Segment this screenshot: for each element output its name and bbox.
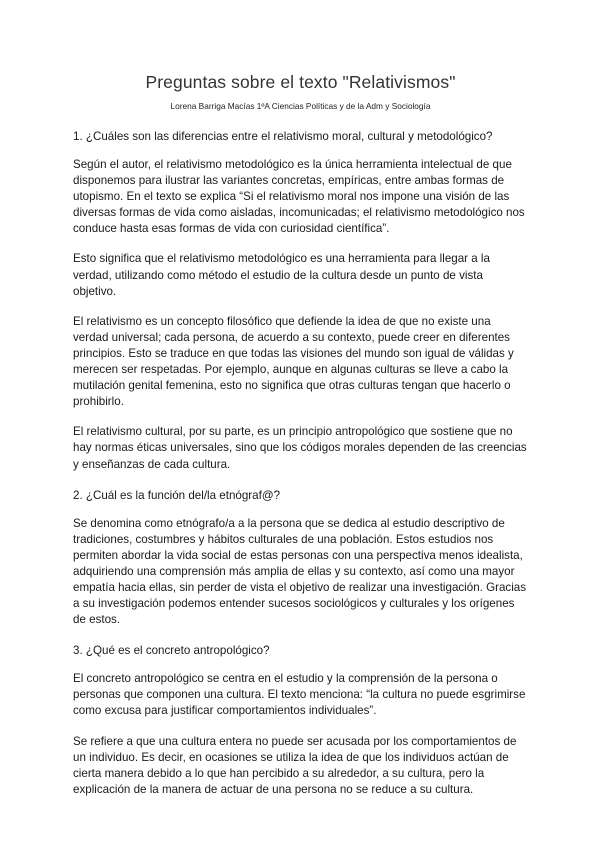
- question-2: 2. ¿Cuál es la función del/la etnógraf@?: [73, 488, 281, 502]
- paragraph: El concreto antropológico se centra en el estudio y la comprensión de la persona o personas que componen una cultura. El texto menciona: “la cultura no puede esgrimirse como excusa para justificar comportamientos individuales”.: [73, 672, 526, 718]
- paragraph: Esto significa que el relativismo metodológico es una herramienta para llegar a la verdad, utilizando como método el estudio de la cultura desde un punto de vista objetivo.: [73, 252, 490, 298]
- question-1: 1. ¿Cuáles son las diferencias entre el relativismo moral, cultural y metodológico?: [73, 130, 493, 143]
- section-3: [73, 642, 528, 798]
- paragraph: El relativismo es un concepto filosófico que defiende la idea de que no existe una verdad universal; cada persona, de acuerdo a su contexto, puede creer en diferentes principios. Esto se traduce en que todas las visiones del mundo son igual de válidas y merecen ser respetadas. Por ejemplo, aunque en algunas culturas se lleve a cabo la mutilación genital femenina, esto no significa que otras culturas tengan que hacerlo o prohibirlo.: [73, 314, 514, 409]
- section-1: [73, 128, 528, 473]
- question-3: 3. ¿Qué es el concreto antropológico?: [73, 644, 270, 658]
- paragraph: El relativismo cultural, por su parte, es un principio antropológico que sostiene que no hay normas éticas universales, sino que los códigos morales dependen de las creencias y enseñanzas de cada cultura.: [73, 425, 527, 471]
- section-2: [73, 487, 528, 629]
- author-line: Lorena Barriga Macías 1ºA Ciencias Políticas y de la Adm y Sociología: [170, 101, 431, 111]
- paragraph: Se denomina como etnógrafo/a a la persona que se dedica al estudio descriptivo de tradiciones, costumbres y hábitos culturales de una población. Estos estudios nos permiten abordar la vida social de estas personas con una perspectiva menos idealista, adquiriendo una comprensión más amplia de ellas y su contexto, así como una mayor empatía hacia ellas, sin perder de vista el objetivo de realizar una investigación. Gracias a su investigación podemos entender sucesos sociológicos y culturales y los orígenes de estos.: [73, 516, 527, 627]
- paragraph: Se refiere a que una cultura entera no puede ser acusada por los comportamientos de un individuo. Es decir, en ocasiones se utiliza la idea de que los individuos actúan de cierta manera debido a lo que han percibido a su alrededor, a su cultura, pero la explicación de la manera de actuar de una persona no se reduce a su cultura.: [73, 734, 517, 796]
- paragraph: Según el autor, el relativismo metodológico es la única herramienta intelectual de que disponemos para ilustrar las variantes concretas, empíricas, entre ambas formas de utopismo. En el texto se explica “Si el relativismo moral nos impone una visión de las diversas formas de vida como aisladas, incomunicadas; el relativismo metodológico nos conduce hasta esas formas de vida con curiosidad científica”.: [73, 158, 525, 236]
- document-title: Preguntas sobre el texto "Relativismos": [145, 72, 456, 92]
